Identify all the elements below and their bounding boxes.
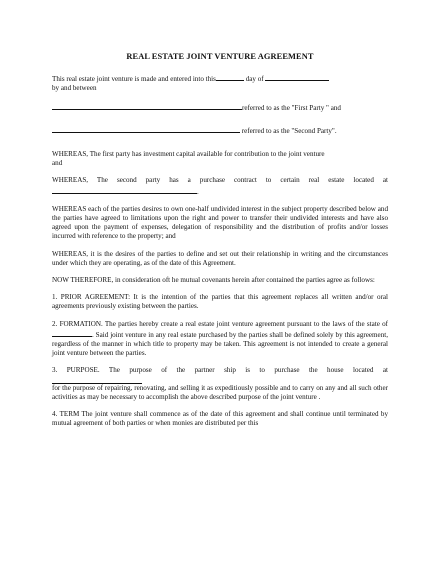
first-party-line: [52, 102, 388, 113]
second-party-blank[interactable]: [52, 125, 240, 133]
section-2-text-a: 2. FORMATION. The parties hereby create a real estate joint venture agreement pursuant to the laws of the state of: [52, 319, 388, 328]
date-day-blank[interactable]: [216, 73, 244, 81]
first-party-label: referred to as the "First Party " and: [242, 103, 341, 112]
whereas-2-text: WHEREAS, The second party has a purchase contract to certain real estate located at: [52, 176, 388, 185]
whereas-4: WHEREAS, it is the desires of the parties to define and set out their relationship in writing and the circumstances under which they are operating, as of the date of this Agreement.: [52, 249, 388, 267]
section-2-formation: [52, 320, 388, 359]
whereas-2: [52, 176, 388, 196]
date-month-blank[interactable]: [265, 73, 329, 81]
section-3-purpose: [52, 366, 388, 402]
document-title: REAL ESTATE JOINT VENTURE AGREEMENT: [126, 52, 314, 61]
whereas-1: [52, 150, 388, 168]
now-therefore: NOW THEREFORE, in consideration oft he mutual covenants herein after contained the parties agree as follows:: [52, 276, 375, 285]
section-2-text-b: . Said joint venture in any real estate purchased by the parties shall be defined solely by this agreement, regardless of the manner in which title to property may be taken. This agreement is not intended to create a general joint venture between the parties.: [52, 330, 388, 358]
state-blank[interactable]: [52, 329, 92, 337]
whereas-3: WHEREAS each of the parties desires to own one-half undivided interest in the subject property described below and the parties have agreed to limitations upon the right and power to transfer their undivided interests and have also agreed upon the payment of expenses, delegation of responsibility and the distribution of profits and/or losses incurred with reference to the property; and: [52, 204, 388, 241]
second-party-label: referred to as the "Second Party".: [241, 126, 337, 135]
second-party-line: [52, 125, 388, 136]
property-location-blank[interactable]: [52, 186, 197, 194]
intro-paragraph: [52, 73, 388, 93]
section-3-text-a: 3. PURPOSE. The purpose of the partner ship is to purchase the house located at: [52, 366, 388, 375]
whereas-2-period: .: [197, 187, 199, 196]
section-4-term: 4. TERM The joint venture shall commence as of the date of this agreement and shall continue until terminated by mutual agreement of both parties or when monies are distributed per this: [52, 410, 388, 428]
whereas-1-text: WHEREAS, The first party has investment capital available for contribution to the joint venture: [52, 150, 325, 159]
intro-day-text: day of: [245, 75, 264, 84]
section-1-prior-agreement: 1. PRIOR AGREEMENT: It is the intention of the parties that this agreement replaces all written and/or oral agreements previously existing between the parties.: [52, 293, 388, 311]
whereas-1-and: and: [52, 159, 63, 168]
section-3-text-b: for the purpose of repairing, renovating, and selling it as expeditiously possible and to carry on any and all such other activities as may be necessary to accomplish the above described purpose of the joint venture .: [52, 383, 388, 401]
intro-by-between: by and between: [52, 84, 97, 93]
intro-text: This real estate joint venture is made and entered into this: [52, 75, 216, 84]
first-party-blank[interactable]: [52, 102, 242, 110]
house-location-blank[interactable]: [52, 376, 142, 384]
